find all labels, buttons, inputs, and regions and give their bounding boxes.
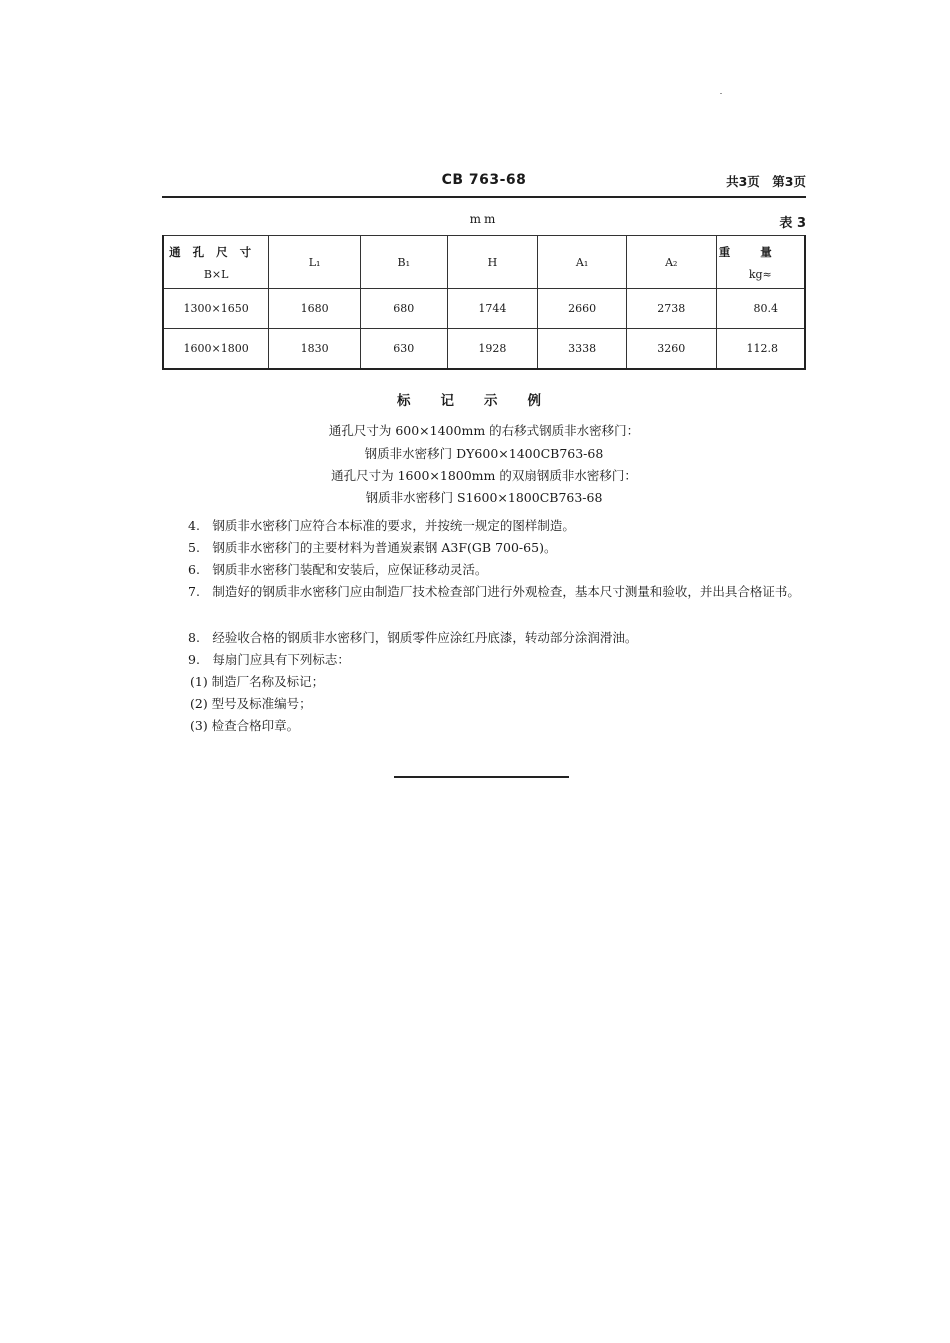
cell-b1: 680 <box>360 289 447 329</box>
mark-item: (3) 检查合格印章。 <box>190 718 300 733</box>
table-row <box>163 289 805 329</box>
clause-9: 9. 每扇门应具有下列标志： <box>188 652 350 667</box>
example-line: 通孔尺寸为 1600×1800mm 的双扇钢质非水密移门： <box>331 468 637 483</box>
dimension-table <box>162 235 806 370</box>
standard-code: CB 763-68 <box>441 172 527 188</box>
mark-item: (2) 型号及标准编号； <box>190 696 312 711</box>
header-opening-size-label: 通孔尺寸 <box>169 244 264 259</box>
table-row <box>163 329 805 370</box>
table-caption-row <box>162 212 806 230</box>
header-weight-unit: kg≈ <box>748 267 772 281</box>
table-label: 表 3 <box>779 216 806 231</box>
header-rule <box>162 196 806 198</box>
example-line: 通孔尺寸为 600×1400mm 的右移式钢质非水密移门： <box>328 423 640 438</box>
table-header-row <box>163 236 805 289</box>
scan-speck <box>720 93 722 94</box>
cell-h: 1744 <box>447 289 538 329</box>
header-weight-label: 重量 <box>718 244 802 259</box>
clause-4: 4. 钢质非水密移门应符合本标准的要求，并按统一规定的图样制造。 <box>188 518 575 533</box>
header-a1: A₁ <box>538 236 627 289</box>
page-header <box>162 172 806 192</box>
marking-example-title: 标记示例 <box>397 393 571 409</box>
example-line: 钢质非水密移门 S1600×1800CB763-68 <box>365 490 603 505</box>
end-rule <box>394 776 569 778</box>
page-indicator: 共3页 第3页 <box>726 174 806 189</box>
unit-label: mm <box>469 212 499 226</box>
clause-8: 8. 经验收合格的钢质非水密移门，钢质零件应涂红丹底漆，转动部分涂润滑油。 <box>188 630 638 645</box>
cell-a1: 2660 <box>538 289 627 329</box>
cell-l1: 1680 <box>269 289 361 329</box>
mark-item: (1) 制造厂名称及标记； <box>190 674 325 689</box>
cell-b1: 630 <box>360 329 447 370</box>
header-h: H <box>447 236 538 289</box>
clause-5: 5. 钢质非水密移门的主要材料为普通炭素钢 A3F(GB 700-65)。 <box>188 540 557 555</box>
header-opening-size <box>163 236 269 289</box>
clause-7: 7. 制造好的钢质非水密移门应由制造厂技术检查部门进行外观检查，基本尺寸测量和验收，并出具合格证书。 <box>188 584 800 599</box>
cell-weight: 112.8 <box>716 329 805 370</box>
header-weight <box>716 236 805 289</box>
cell-l1: 1830 <box>269 329 361 370</box>
header-opening-size-unit: B×L <box>203 267 229 281</box>
example-line: 钢质非水密移门 DY600×1400CB763-68 <box>364 446 604 461</box>
header-l1: L₁ <box>269 236 361 289</box>
header-b1: B₁ <box>360 236 447 289</box>
cell-opening: 1600×1800 <box>163 329 269 370</box>
cell-a1: 3338 <box>538 329 627 370</box>
cell-a2: 3260 <box>626 329 716 370</box>
cell-weight: 80.4 <box>716 289 805 329</box>
clause-6: 6. 钢质非水密移门装配和安装后，应保证移动灵活。 <box>188 562 488 577</box>
cell-a2: 2738 <box>626 289 716 329</box>
cell-opening: 1300×1650 <box>163 289 269 329</box>
header-a2: A₂ <box>626 236 716 289</box>
cell-h: 1928 <box>447 329 538 370</box>
